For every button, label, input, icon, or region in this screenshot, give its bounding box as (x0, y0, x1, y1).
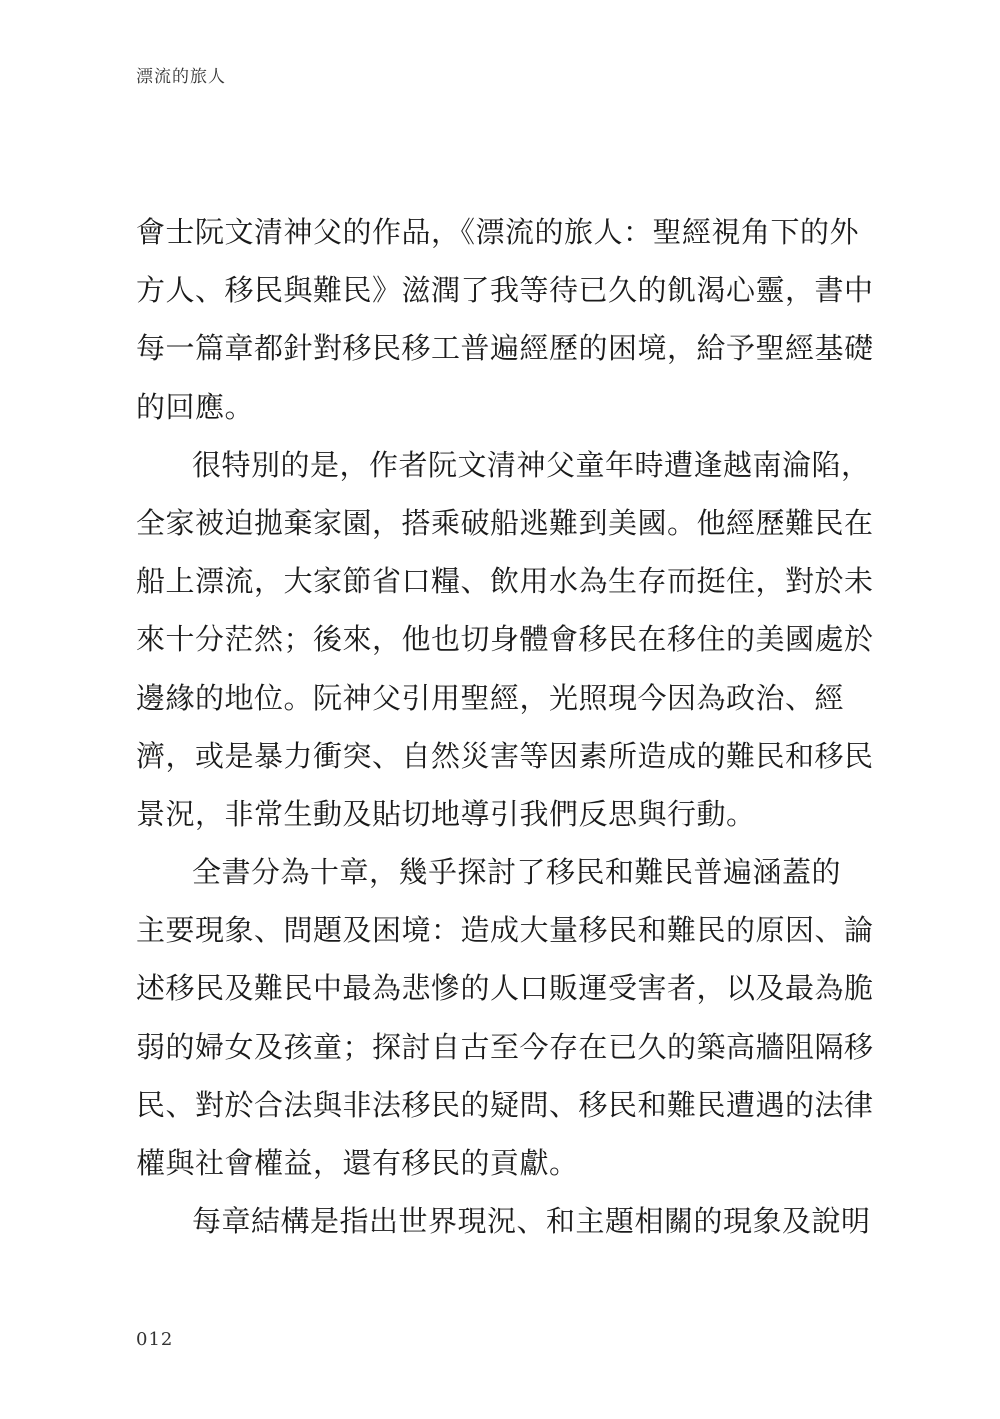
text-line: 邊緣的地位。阮神父引用聖經，光照現今因為政治、經 (136, 680, 845, 715)
text-line: 權與社會權益，還有移民的貢獻。 (136, 1146, 579, 1180)
page-number: 012 (136, 1329, 174, 1350)
text-line: 景況，非常生動及貼切地導引我們反思與行動。 (136, 796, 756, 831)
text-line: 來十分茫然；後來，他也切身體會移民在移住的美國處於 (136, 622, 874, 657)
text-line: 民、對於合法與非法移民的疑問、移民和難民遭遇的法律 (136, 1087, 874, 1122)
text-line: 會士阮文清神父的作品，《漂流的旅人：聖經視角下的外 (136, 215, 860, 249)
text-line-paragraph-start: 很特別的是，作者阮文清神父童年時遭逢越南淪陷， (192, 447, 871, 482)
text-line: 濟，或是暴力衝突、自然災害等因素所造成的難民和移民 (136, 738, 874, 773)
text-line-paragraph-start: 每章結構是指出世界現況、和主題相關的現象及說明 (192, 1204, 871, 1239)
running-header-title: 漂流的旅人 (136, 67, 226, 87)
text-line: 的回應。 (136, 389, 255, 424)
text-line: 船上漂流，大家節省口糧、飲用水為生存而挺住，對於未 (136, 564, 874, 599)
text-line: 方人、移民與難民》滋潤了我等待已久的飢渴心靈，書中 (136, 273, 874, 308)
body-text (136, 203, 874, 1250)
text-line: 主要現象、問題及困境：造成大量移民和難民的原因、論 (136, 913, 874, 948)
text-line: 每一篇章都針對移民移工普遍經歷的困境，給予聖經基礎 (136, 331, 874, 366)
text-line-paragraph-start: 全書分為十章，幾乎探討了移民和難民普遍涵蓋的 (192, 855, 842, 890)
text-line: 弱的婦女及孩童；探討自古至今存在已久的築高牆阻隔移 (136, 1029, 874, 1064)
text-line: 述移民及難民中最為悲慘的人口販運受害者，以及最為脆 (136, 971, 874, 1006)
text-line: 全家被迫拋棄家園，搭乘破船逃難到美國。他經歷難民在 (136, 505, 874, 540)
